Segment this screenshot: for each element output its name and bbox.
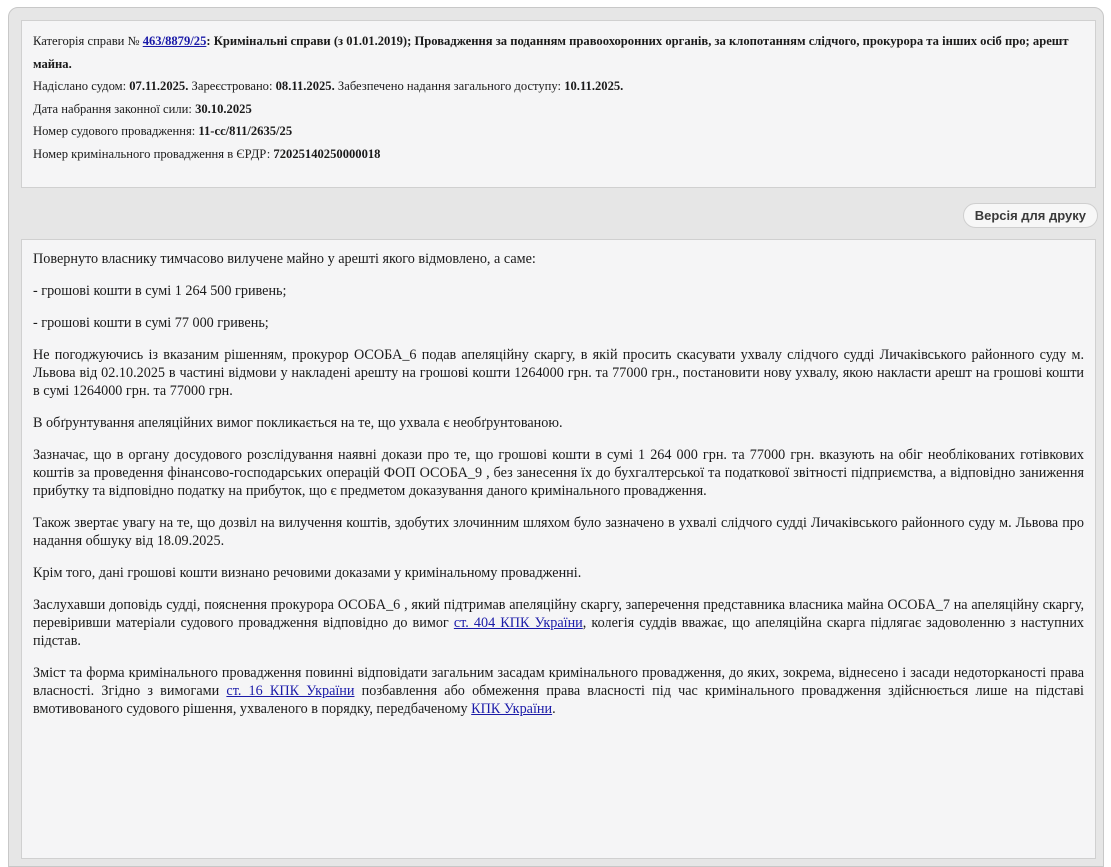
sent-date: 07.11.2025. [129, 79, 189, 93]
law-link-art-404[interactable]: ст. 404 КПК України [453, 615, 583, 631]
legal-force-line [33, 98, 1084, 121]
case-category-line [33, 30, 1084, 75]
criminal-proceeding-number: 72025140250000018 [273, 146, 381, 161]
access-date: 10.11.2025. [564, 79, 624, 93]
paragraph: Не погоджуючись із вказаним рішенням, прокурор ОСОБА_6 подав апеляційну скаргу, в якій просить скасувати ухвалу слідчого судді Личаківського районного суду м. Львова від 02.10.2025 в частині відмови у накладені арешту на грошові кошти 1264000 грн. та 77000 грн., постановити нову ухвалу, якою накласти арешт на грошові кошти в сумі 1264000 грн. та 77000 грн. [33, 347, 1084, 399]
paragraph [33, 596, 1084, 650]
category-label: Категорія справи № [33, 34, 143, 48]
law-link-kpk[interactable]: КПК України [471, 701, 553, 717]
paragraph-text: . [552, 701, 556, 717]
print-version-button[interactable]: Версія для друку [963, 203, 1098, 228]
paragraph-text: , колегія суддів вважає, що апеляційна скарга підлягає задоволенню з наступних підстав. [33, 615, 1085, 649]
legal-force-date: 30.10.2025 [195, 101, 252, 116]
dates-line [33, 75, 1084, 98]
case-number-link[interactable]: 463/8879/25 [142, 34, 207, 48]
paragraph: Зазначає, що в органу досудового розслідування наявні докази про те, що грошові кошти в сумі 1 264 000 грн. та 77000 грн. вказують на обіг необлікованих готівкових коштів за проведення фінансово-господарських операцій ФОП ОСОБА_9 , без занесення їх до бухгалтерської та податкової звітності підприємства, а відповідно заниження прибутку та відповідно податку на прибуток, що є предметом доказування даного кримінального провадження. [33, 447, 1084, 499]
paragraph: - грошові кошти в сумі 77 000 гривень; [33, 315, 269, 331]
paragraph: Також звертає увагу на те, що дозвіл на вилучення коштів, здобутих злочинним шляхом було зазначено в ухвалі слідчого судді Личаківського районного суду м. Львова про надання обшуку від 18.09.2025. [33, 515, 1084, 549]
paragraph-text: Зміст та форма кримінального провадження повинні відповідати загальним засадам кримінального провадження, до яких, зокрема, віднесено і засади недоторканості права власності. Згідно з вимогами [33, 665, 1084, 699]
registered-date: 08.11.2025. [275, 79, 335, 93]
paragraph [33, 664, 1084, 718]
court-proceeding-number: 11-сс/811/2635/25 [198, 124, 293, 138]
paragraph-text: позбавлення або обмеження права власності під час кримінального провадження здійснюється лише на підставі вмотивованого судового рішення, ухваленого в порядку, передбаченому [33, 683, 1084, 717]
law-link-art-16[interactable]: ст. 16 КПК України [226, 683, 355, 699]
paragraph: - грошові кошти в сумі 1 264 500 гривень; [33, 283, 287, 299]
criminal-proceeding-line [33, 143, 1084, 166]
court-proceeding-label: Номер судового провадження: [33, 124, 199, 138]
sent-label: Надіслано судом: [33, 79, 130, 93]
paragraph: В обґрунтування апеляційних вимог покликається на те, що ухвала є необґрунтованою. [33, 415, 563, 431]
toolbar [21, 195, 1096, 235]
court-proceeding-line [33, 120, 1084, 143]
access-label: Забезпечено надання загального доступу: [334, 79, 565, 93]
paragraph-text: Заслухавши доповідь судді, пояснення прокурора ОСОБА_6 , який підтримав апеляційну скаргу, заперечення представника власника майна ОСОБА_7 на апеляційну скаргу, перевіривши матеріали судового провадження відповідно до вимог [33, 597, 1084, 631]
case-info-panel [21, 20, 1096, 188]
paragraph: Повернуто власнику тимчасово вилучене майно у арешті якого відмовлено, а саме: [33, 251, 536, 267]
legal-force-label: Дата набрання законної сили: [33, 101, 196, 116]
criminal-proceeding-label: Номер кримінального провадження в ЄРДР: [33, 146, 274, 161]
category-text: : Кримінальні справи (з 01.01.2019); Провадження за поданням правоохоронних органів, за клопотанням слідчого, прокурора та інших осіб про; арешт майна. [33, 34, 1069, 71]
registered-label: Зареєстровано: [188, 79, 276, 93]
document-body [21, 239, 1096, 859]
paragraph: Крім того, дані грошові кошти визнано речовими доказами у кримінальному провадженні. [33, 565, 582, 581]
